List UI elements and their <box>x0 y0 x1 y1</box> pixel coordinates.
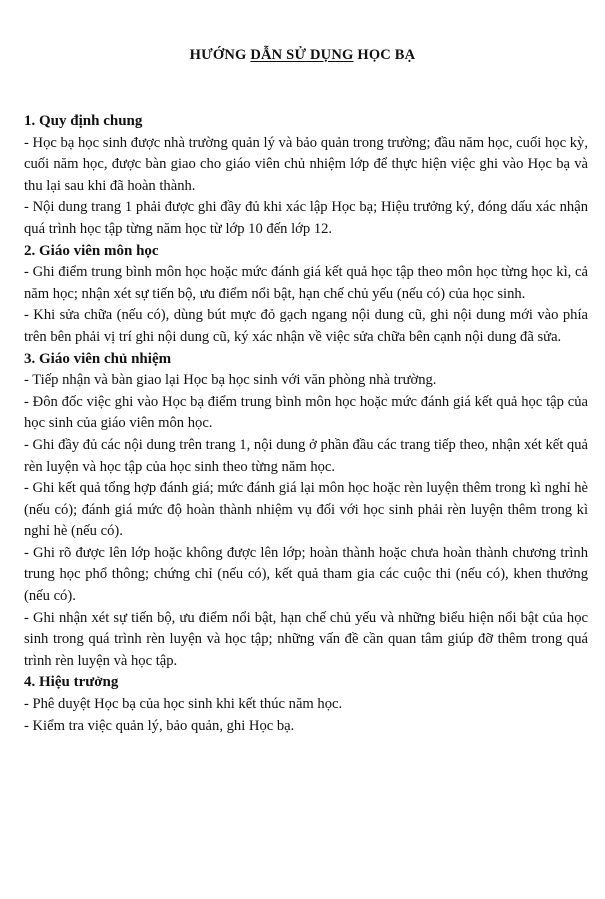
page-title <box>0 47 605 64</box>
paragraph: - Đôn đốc việc ghi vào Học bạ điểm trung bình môn học hoặc mức đánh giá kết quả học tập của học sinh của giáo viên môn học. <box>24 393 588 432</box>
document-body <box>24 111 588 737</box>
section-heading-subject-teacher: 2. Giáo viên môn học <box>24 242 159 259</box>
paragraph: - Tiếp nhận và bàn giao lại Học bạ học sinh với văn phòng nhà trường. <box>24 372 437 389</box>
paragraph: - Ghi điểm trung bình môn học hoặc mức đánh giá kết quả học tập theo môn học từng học kì, cả năm học; nhận xét sự tiến bộ, ưu điểm nổi bật, hạn chế chủ yếu (nếu có) của học sinh. <box>24 264 588 302</box>
paragraph: - Khi sửa chữa (nếu có), dùng bút mực đỏ gạch ngang nội dung cũ, ghi nội dung mới vào phía trên bên phải vị trí ghi nội dung cũ, ký xác nhận về việc sửa chữa bên cạnh nội dung đã sửa. <box>24 307 588 345</box>
paragraph: - Ghi đầy đủ các nội dung trên trang 1, nội dung ở phần đầu các trang tiếp theo, nhận xét kết quả rèn luyện và học tập của học sinh theo từng năm học. <box>24 436 588 475</box>
paragraph: - Ghi nhận xét sự tiến bộ, ưu điểm nổi bật, hạn chế chủ yếu và những biểu hiện nổi bật của học sinh trong quá trình rèn luyện và học tập; những vấn đề cần quan tâm giúp đỡ thêm trong quá trình rèn luyện và học tập. <box>24 609 588 669</box>
section-heading-homeroom-teacher: 3. Giáo viên chủ nhiệm <box>24 350 172 367</box>
title-part-1: HƯỚNG <box>189 47 251 63</box>
paragraph: - Học bạ học sinh được nhà trường quản lý và bảo quản trong trường; đầu năm học, cuối học kỳ, cuối năm học, được bàn giao cho giáo viên chủ nhiệm lớp để thực hiện việc ghi vào Học bạ và thu lại sau khi đã hoàn thành. <box>24 134 588 194</box>
section-heading-general-rules: 1. Quy định chung <box>24 113 143 129</box>
paragraph: - Ghi rõ được lên lớp hoặc không được lên lớp; hoàn thành hoặc chưa hoàn thành chương trình trung học phổ thông; chứng chỉ (nếu có), kết quả tham gia các cuộc thi (nếu có), khen thưởng (nếu có). <box>24 544 588 605</box>
paragraph: - Nội dung trang 1 phải được ghi đầy đủ khi xác lập Học bạ; Hiệu trưởng ký, đóng dấu xác nhận quá trình học tập từng năm học từ lớp 10 đến lớp 12. <box>24 199 588 237</box>
title-part-3: HỌC BẠ <box>353 47 416 63</box>
paragraph: - Ghi kết quả tổng hợp đánh giá; mức đánh giá lại môn học hoặc rèn luyện thêm trong kì nghỉ hè (nếu có); đánh giá mức độ hoàn thành nhiệm vụ đối với học sinh phải rèn luyện thêm trong kì nghỉ hè (nếu có). <box>24 480 588 540</box>
section-heading-principal: 4. Hiệu trưởng <box>24 674 119 691</box>
title-part-2-underlined: DẪN SỬ DỤNG <box>250 47 354 63</box>
paragraph: - Kiểm tra việc quản lý, bảo quản, ghi Học bạ. <box>24 717 295 734</box>
paragraph: - Phê duyệt Học bạ của học sinh khi kết thúc năm học. <box>24 696 343 713</box>
